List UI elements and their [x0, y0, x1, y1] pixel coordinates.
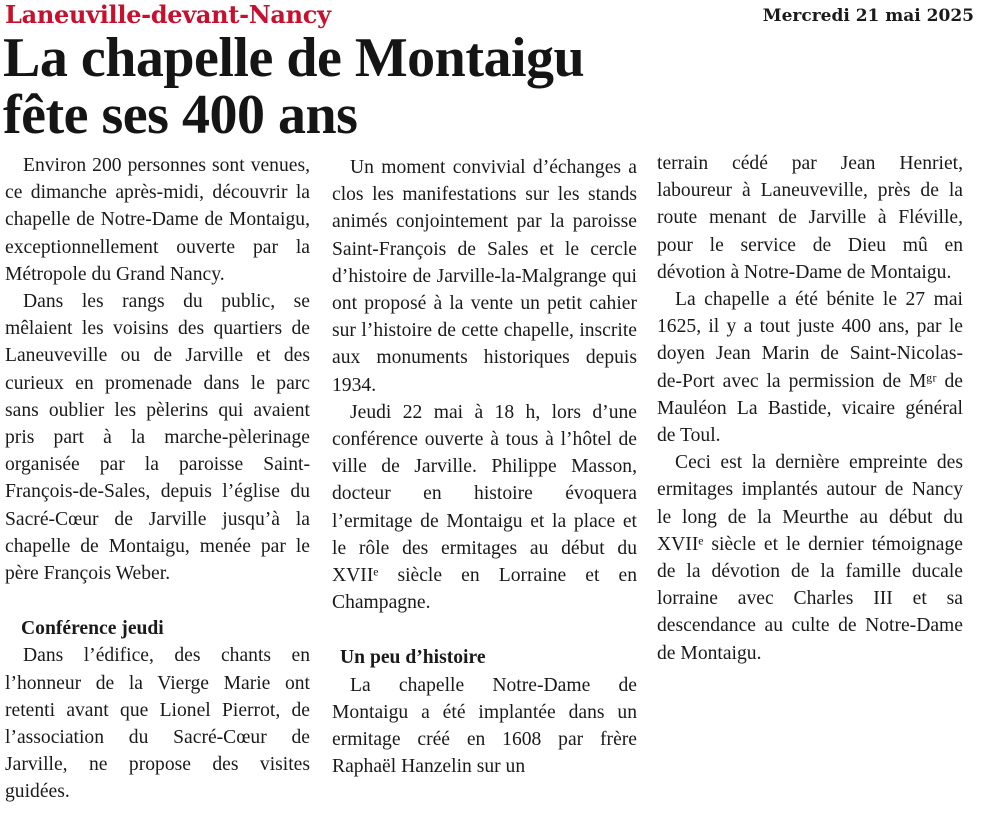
section-kicker: Laneuville-devant-Nancy — [5, 0, 331, 29]
paragraph: Un moment convivial d’échanges a clos les manifestations sur les stands animés conjointement par la paroisse Saint-François de Sales et le cercle d’histoire de Jarville-la-Malgrange qui ont proposé à la vente un petit cahier sur l’histoire de cette chapelle, inscrite aux monuments historiques depuis 1934. — [332, 157, 637, 396]
article-column-2 — [332, 154, 637, 780]
paragraph: Jeudi 22 mai à 18 h, lors d’une conférence ouverte à tous à l’hôtel de ville de Jarville. Philippe Masson, docteur en histoire évoquera l’ermitage de Montaigu et la place et le rôle des ermitages au début du XVIIᵉ siècle en Lorraine et en Champagne. — [332, 401, 637, 614]
paragraph: La chapelle Notre-Dame de Montaigu a été implantée dans un ermitage créé en 1608 par frère Raphaël Hanzelin sur un — [332, 674, 637, 778]
subheading-conference: Conférence jeudi — [21, 618, 164, 640]
headline-line-1: La chapelle de Montaigu — [3, 27, 585, 89]
subheading-history: Un peu d’histoire — [340, 647, 486, 669]
paragraph: terrain cédé par Jean Henriet, laboureur à Laneuveville, près de la route menant de Jarville à Fléville, pour le service de Dieu mû en dévotion à Notre-Dame de Montaigu. — [657, 153, 963, 283]
article-column-1 — [5, 152, 310, 806]
paragraph: Environ 200 personnes sont venues, ce dimanche après-midi, découvrir la chapelle de Notre-Dame de Montaigu, exceptionnellement ouverte par la Métropole du Grand Nancy. — [5, 155, 310, 285]
article-column-3 — [657, 150, 963, 667]
paragraph: Ceci est la dernière empreinte des ermitages implantés autour de Nancy le long de la Meurthe au début du XVIIᵉ siècle et le dernier témoignage de la dévotion de la famille ducale lorraine avec Charles III et sa descendance au culte de Notre-Dame de Montaigu. — [657, 452, 963, 664]
publication-date: Mercredi 21 mai 2025 — [762, 6, 974, 26]
headline-line-2: fête ses 400 ans — [3, 84, 358, 146]
headline — [3, 27, 963, 146]
paragraph: Dans les rangs du public, se mêlaient les voisins des quartiers de Laneuveville ou de Jarville et des curieux en promenade dans le parc sans oublier les pèlerins qui avaient pris part à la marche-pèlerinage organisée par la paroisse Saint-François-de-Sales, depuis l’église du Sacré-Cœur de Jarville jusqu’à la chapelle de Montaigu, menée par le père François Weber. — [5, 291, 310, 585]
paragraph: Dans l’édifice, des chants en l’honneur de la Vierge Marie ont retenti avant que Lionel Pierrot, de l’association du Sacré-Cœur de Jarville, ne propose des visites guidées. — [5, 645, 310, 803]
paragraph: La chapelle a été bénite le 27 mai 1625, il y a tout juste 400 ans, par le doyen Jean Marin de Saint-Nicolas-de-Port avec la permission de Mᵍʳ de Mauléon La Bastide, vicaire général de Toul. — [657, 289, 963, 447]
